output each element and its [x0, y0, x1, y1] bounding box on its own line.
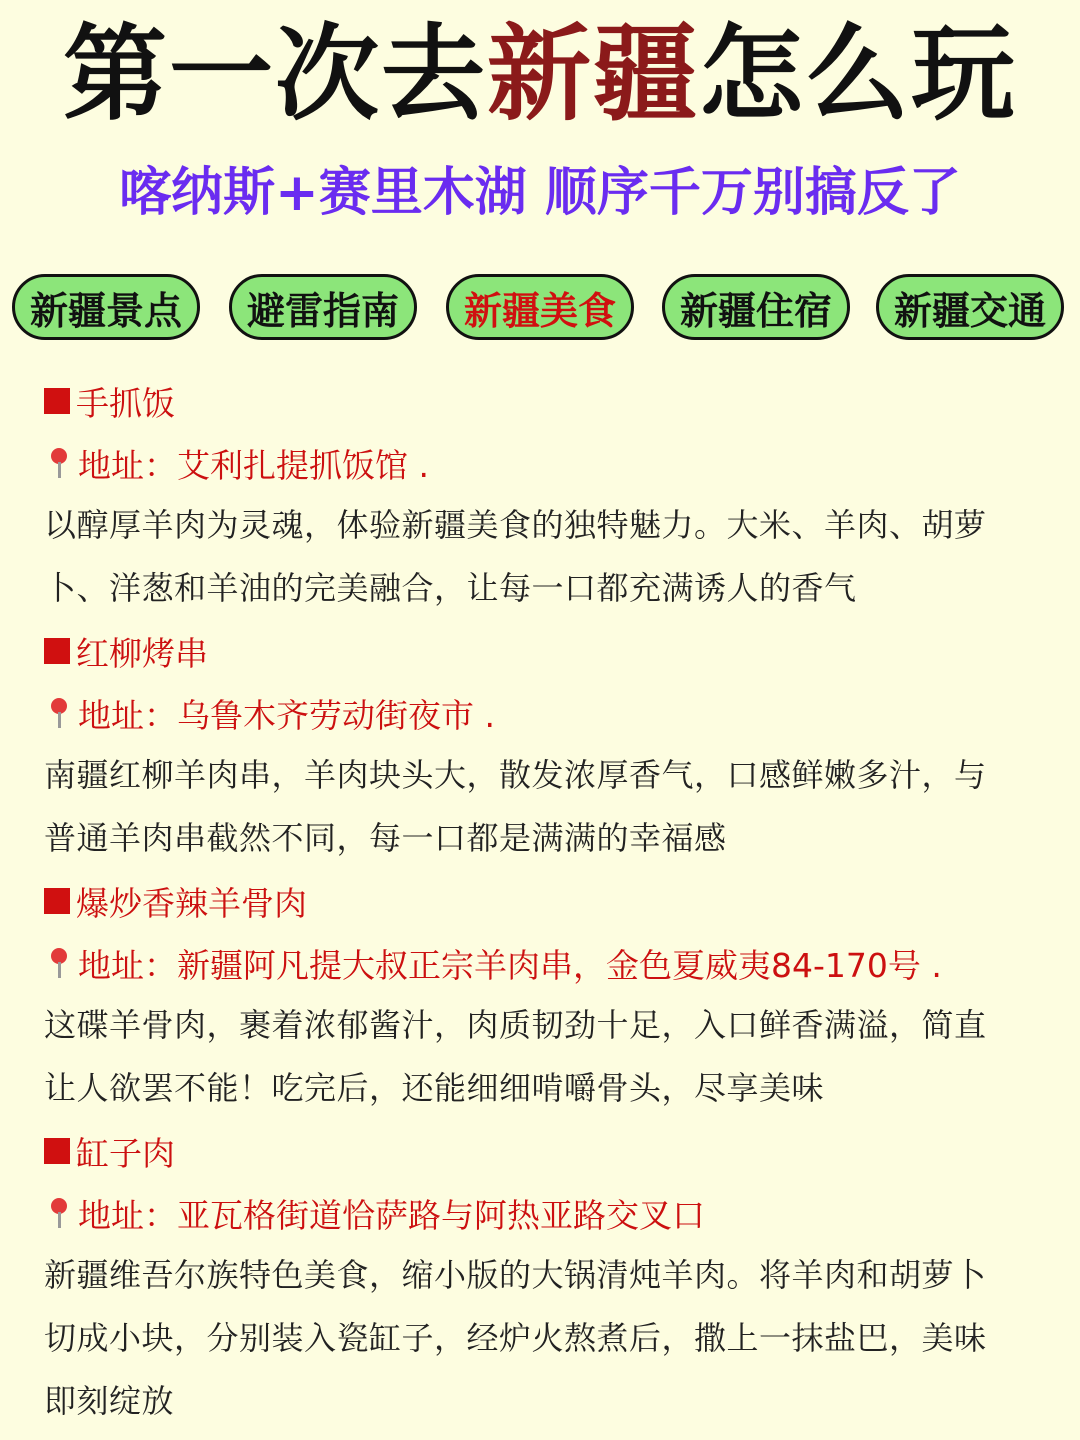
- tab-lodging[interactable]: 新疆住宿: [662, 274, 850, 340]
- item-title: [44, 370, 1044, 432]
- desc-line: 新疆维吾尔族特色美食，缩小版的大锅清炖羊肉。将羊肉和胡萝卜: [44, 1256, 987, 1294]
- list-item: [44, 370, 1044, 620]
- food-list: [44, 370, 1044, 1433]
- item-description: [44, 994, 1044, 1120]
- pin-icon: [44, 1196, 74, 1230]
- item-name: 红柳烤串: [76, 633, 208, 673]
- item-name: 手抓饭: [76, 383, 175, 423]
- page-title: [0, 10, 1080, 138]
- desc-line: 普通羊肉串截然不同，每一口都是满满的幸福感: [44, 819, 727, 857]
- item-address: [44, 682, 1044, 744]
- pin-icon: [44, 696, 74, 730]
- item-address: [44, 932, 1044, 994]
- red-square-icon: [44, 1138, 70, 1164]
- red-square-icon: [44, 388, 70, 414]
- red-square-icon: [44, 888, 70, 914]
- item-title: [44, 1120, 1044, 1182]
- desc-line: 以醇厚羊肉为灵魂，体验新疆美食的独特魅力。大米、羊肉、胡萝: [44, 506, 987, 544]
- item-description: [44, 1244, 1044, 1433]
- item-name: 爆炒香辣羊骨肉: [76, 883, 307, 923]
- page-subtitle: 喀纳斯+赛里木湖 顺序千万别搞反了: [119, 163, 961, 223]
- red-square-icon: [44, 638, 70, 664]
- tab-pitfall-guide[interactable]: 避雷指南: [229, 274, 417, 340]
- list-item: [44, 620, 1044, 870]
- desc-line: 让人欲罢不能！吃完后，还能细细啃嚼骨头，尽享美味: [44, 1069, 825, 1107]
- tab-transport[interactable]: 新疆交通: [876, 274, 1064, 340]
- category-tabs: [12, 274, 1072, 344]
- desc-line: 切成小块，分别装入瓷缸子，经炉火熬煮后，撒上一抹盐巴，美味: [44, 1319, 987, 1357]
- item-address-text: 地址：乌鲁木齐劳动街夜市 .: [78, 695, 495, 735]
- list-item: [44, 1120, 1044, 1433]
- title-part-1: 第一次去: [62, 13, 487, 135]
- item-address-text: 地址：新疆阿凡提大叔正宗羊肉串，金色夏威夷84-170号 .: [78, 945, 942, 985]
- tab-attractions[interactable]: 新疆景点: [12, 274, 200, 340]
- tab-food[interactable]: 新疆美食: [446, 274, 634, 340]
- pin-icon: [44, 946, 74, 980]
- pin-icon: [44, 446, 74, 480]
- item-description: [44, 744, 1044, 870]
- item-title: [44, 870, 1044, 932]
- title-part-2: 怎么玩: [699, 13, 1018, 135]
- title-highlight: 新疆: [486, 13, 699, 135]
- desc-line: 这碟羊骨肉，裹着浓郁酱汁，肉质韧劲十足，入口鲜香满溢，简直: [44, 1006, 987, 1044]
- item-address-text: 地址：亚瓦格街道恰萨路与阿热亚路交叉口: [78, 1195, 705, 1235]
- desc-line: 南疆红柳羊肉串，羊肉块头大，散发浓厚香气，口感鲜嫩多汁，与: [44, 756, 987, 794]
- list-item: [44, 870, 1044, 1120]
- desc-line: 卜、洋葱和羊油的完美融合，让每一口都充满诱人的香气: [44, 569, 857, 607]
- item-address: [44, 1182, 1044, 1244]
- item-description: [44, 494, 1044, 620]
- desc-line: 即刻绽放: [44, 1382, 175, 1420]
- item-address-text: 地址：艾利扎提抓饭馆 .: [78, 445, 429, 485]
- item-name: 缸子肉: [76, 1133, 175, 1173]
- item-address: [44, 432, 1044, 494]
- item-title: [44, 620, 1044, 682]
